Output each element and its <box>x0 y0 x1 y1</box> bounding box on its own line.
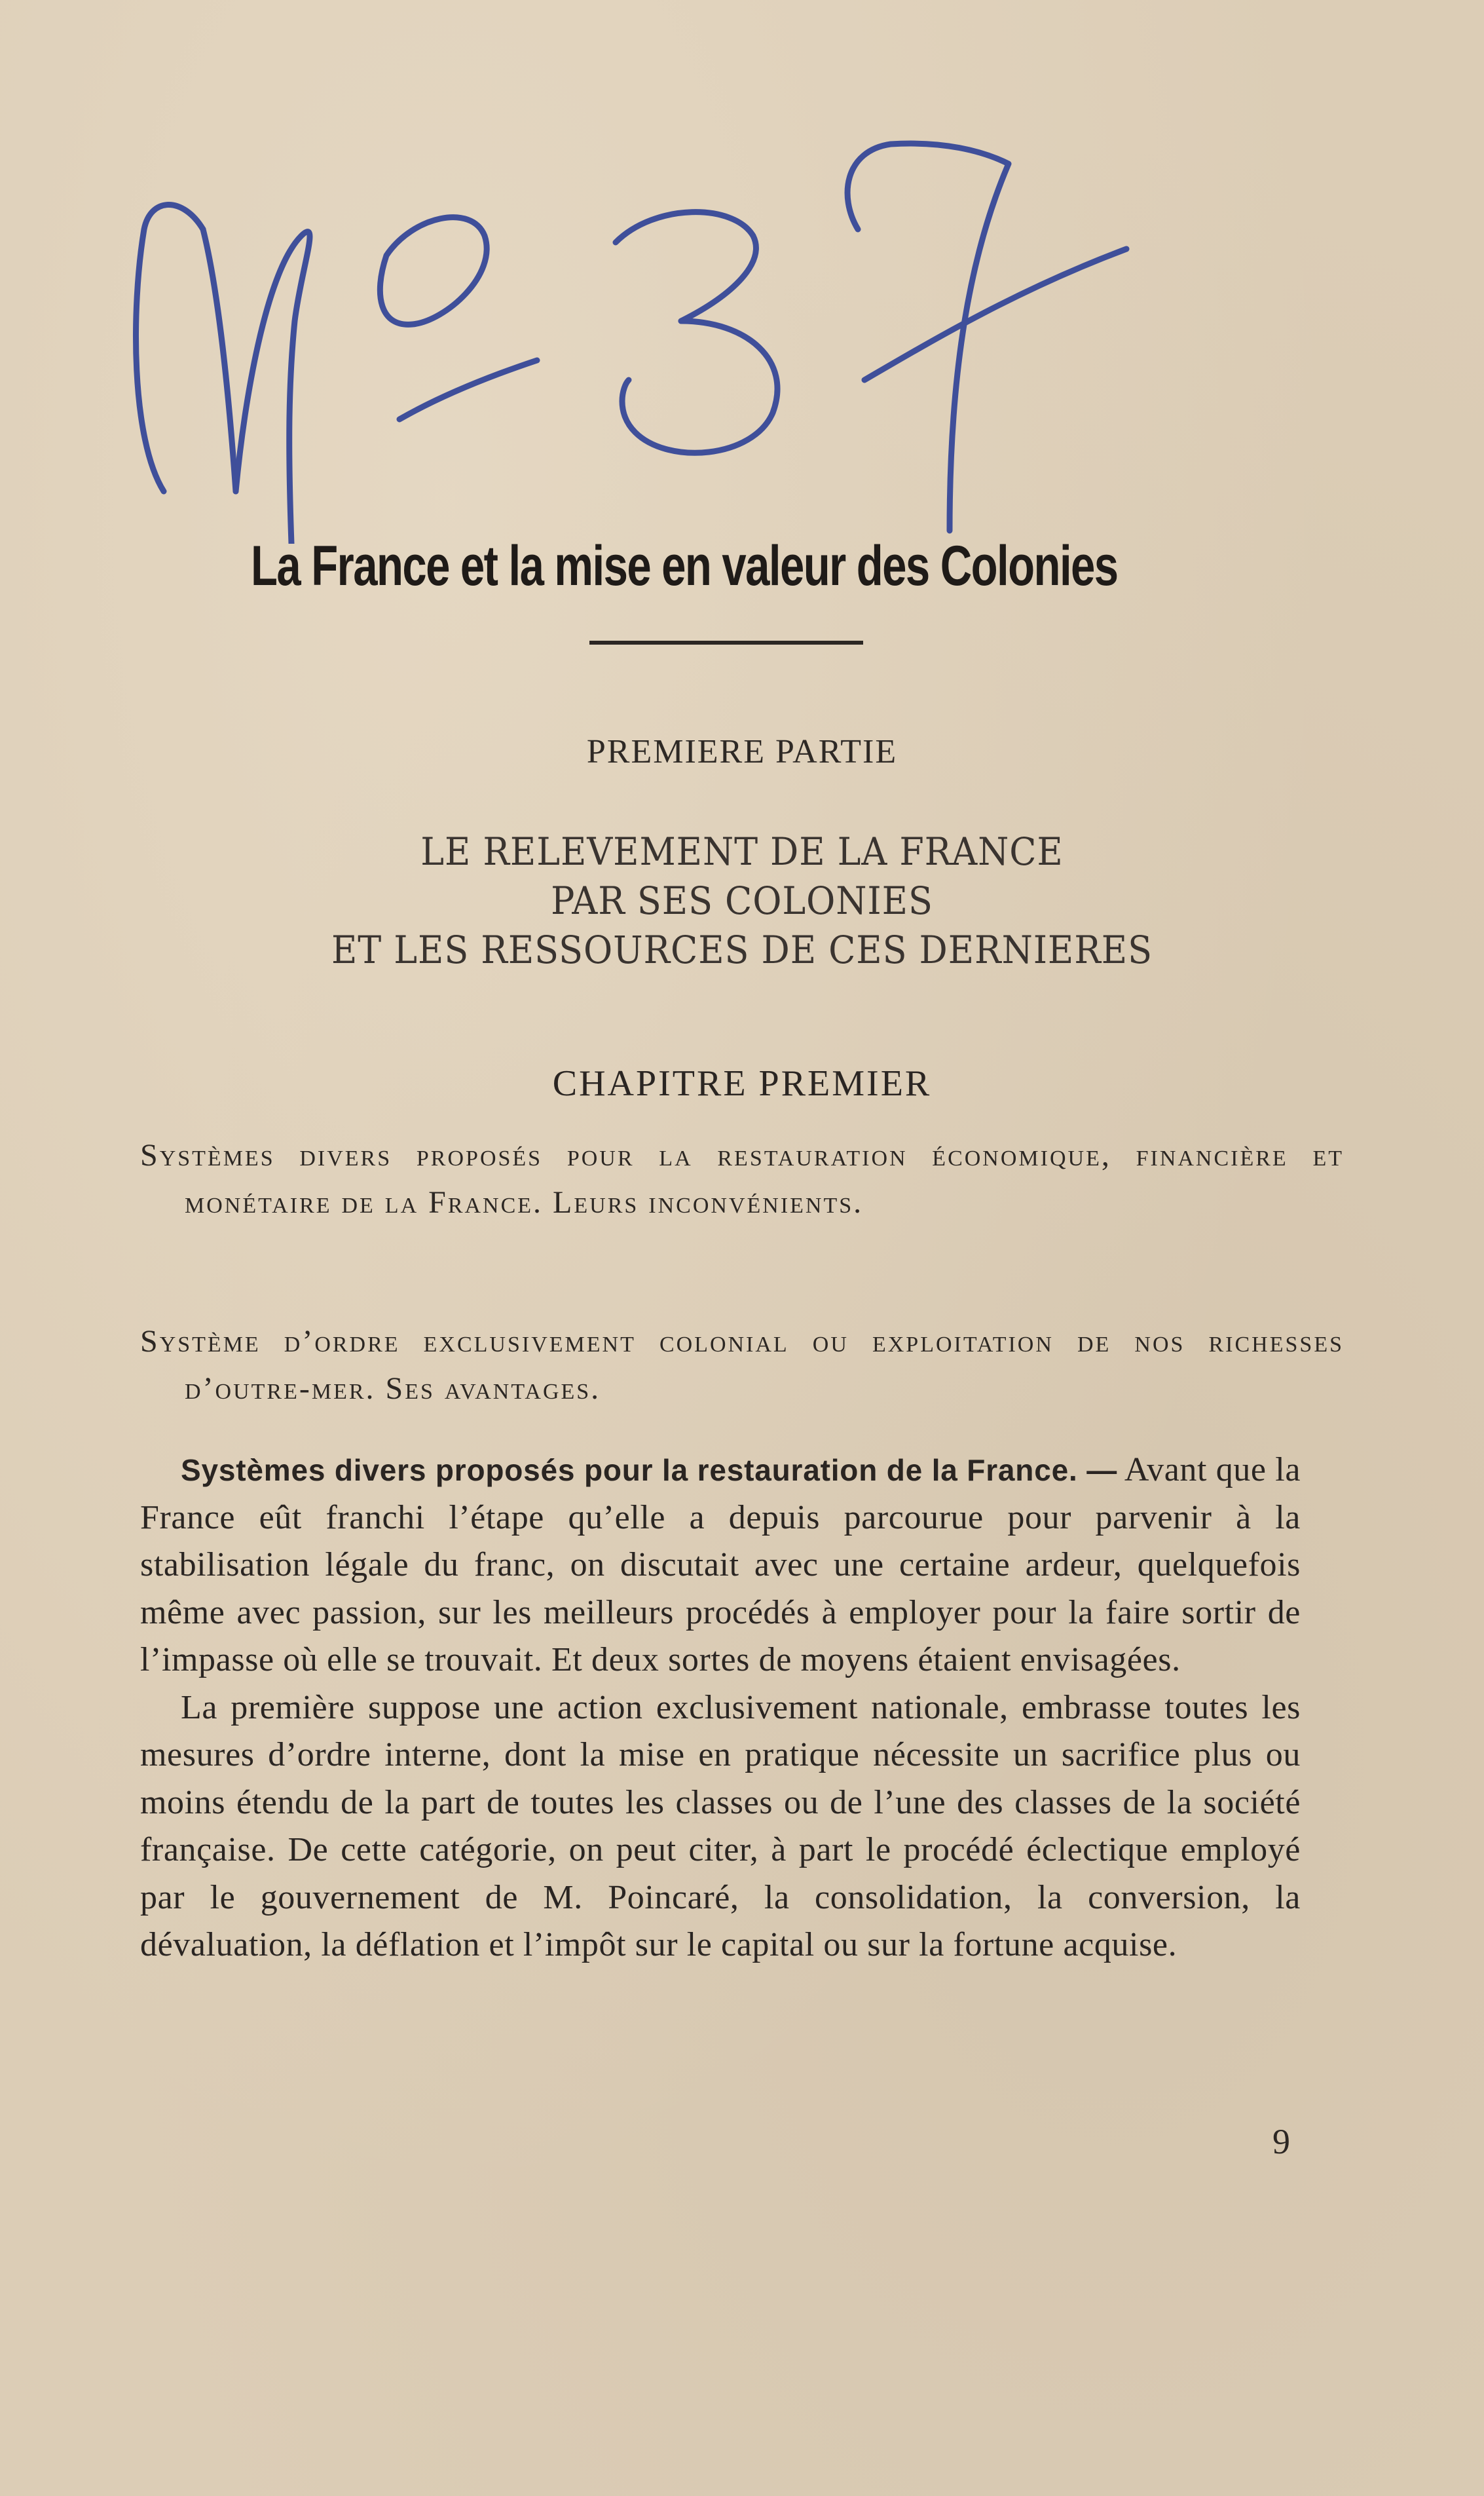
chapter-heading: CHAPITRE PREMIER <box>552 1063 932 1104</box>
chapter-summary-item-1: Systèmes divers proposés pour la restauration économique, financière et monétaire de la France. Leurs inconvénients. <box>140 1138 1344 1220</box>
part-heading: PREMIERE PARTIE <box>586 733 898 770</box>
part-title-line-1: LE RELEVEMENT DE LA FRANCE <box>420 829 1064 874</box>
book-title: La France et la mise en valeur des Colonies <box>251 535 1118 597</box>
paragraph-2: La première suppose une action exclusivement nationale, embrasse toutes les mesures d’ordre interne, dont la mise en pratique nécessite un sacrifice plus ou moins étendu de la part de toutes les classes ou de l’une des classes de la société française. De cette catégorie, on peut citer, à part le procédé éclectique employé par le gouvernement de M. Poincaré, la consolidation, la conversion, la dévaluation, la déflation et l’impôt sur le capital ou sur la fortune acquise. <box>140 1688 1301 1963</box>
handwritten-number <box>105 124 1153 544</box>
paragraph-1-text: Avant que la France eût franchi l’étape qu’elle a depuis parcourue pour parvenir à la stabilisation légale du franc, on discutait avec une certaine ardeur, quelquefois même avec passion, sur les meilleurs procédés à employer pour la faire sortir de l’impasse où elle se trouvait. Et deux sortes de moyens étaient envisagées. <box>140 1451 1301 1678</box>
handwritten-ink <box>105 124 1153 544</box>
page-number: 9 <box>1272 2122 1290 2161</box>
body-text <box>140 1447 1301 1969</box>
chapter-summary-item-2: Système d’ordre exclusivement colonial ou exploitation de nos richesses d’outre-mer. Ses avantages. <box>140 1324 1344 1406</box>
part-title-line-3: ET LES RESSOURCES DE CES DERNIERES <box>331 928 1153 972</box>
part-title <box>0 827 1484 975</box>
paragraph-1 <box>140 1447 1301 1684</box>
section-run-in-heading: Systèmes divers proposés pour la restauration de la France. — <box>181 1453 1117 1487</box>
part-title-line-2: PAR SES COLONIES <box>551 879 933 923</box>
title-divider <box>589 641 863 645</box>
